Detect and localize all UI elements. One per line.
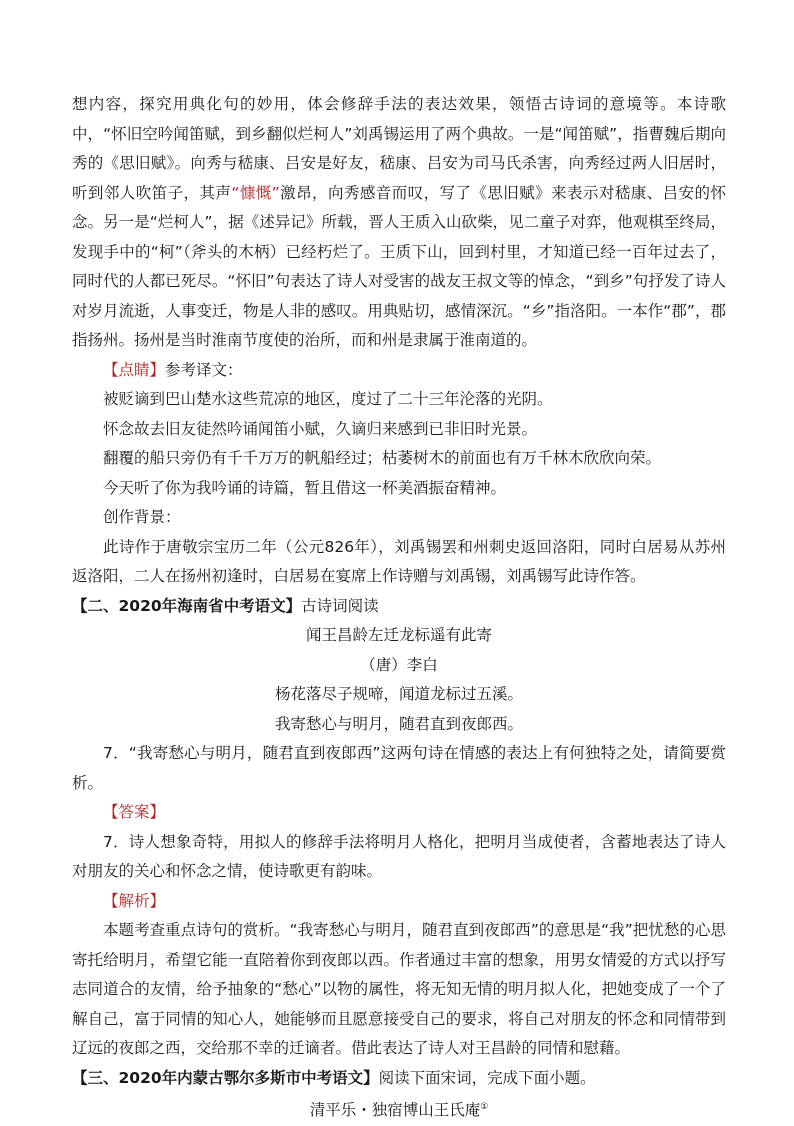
- footnote-mark: ①: [480, 1102, 489, 1112]
- section3-heading-bold: 【三、2020年内蒙古鄂尔多斯市中考语文】: [72, 1068, 379, 1087]
- dianjing-heading: [72, 356, 726, 386]
- section3-heading: [72, 1064, 726, 1094]
- dianjing-text: 参考译文：: [165, 360, 243, 379]
- answer-text: 7．诗人想象奇特，用拟人的修辞手法将明月人格化，把明月当成使者，含蓄地表达了诗人对朋友的关心和怀念之情，使诗歌更有韵味。: [72, 832, 726, 880]
- background-title: 创作背景：: [103, 508, 181, 526]
- analysis-text: 本题考查重点诗句的赏析。“我寄愁心与明月，随君直到夜郎西”的意思是“我”把忧愁的心思寄托给明月，希望它能一直陪着你到夜郎以西。作者通过丰富的想象，用男女情爱的方式以抒写志同道合的友情，给予抽象的“愁心”以物的属性，将无知无情的明月拟人化，把她变成了一个了解自己，富于同情的知心人，她能够而且愿意接受自己的要求，将自己对朋友的怀念和同情带到辽远的夜郎之西，交给那不幸的迁谪者。借此表达了诗人对王昌龄的同情和慰藉。: [72, 921, 726, 1057]
- intro-paragraph: [72, 90, 726, 356]
- translation-line: 被贬谪到巴山楚水这些荒凉的地区，度过了二十三年沦落的光阴。: [103, 390, 553, 408]
- translation-line: 翻覆的船只旁仍有千千万万的帆船经过；枯萎树木的前面也有万千林木欣欣向荣。: [103, 449, 662, 467]
- document-page: [72, 0, 726, 1126]
- section3-poem-title: [72, 1093, 726, 1126]
- section3-heading-rest: 阅读下面宋词，完成下面小题。: [378, 1068, 596, 1087]
- background-text: 此诗作于唐敬宗宝历二年（公元826年），刘禹锡罢和州刺史返回洛阳，同时白居易从苏州返洛阳，二人在扬州初逢时，白居易在宴席上作诗赠与刘禹锡，刘禹锡写此诗作答。: [72, 537, 726, 585]
- answer-label: 【答案】: [103, 803, 166, 821]
- section2-heading-rest: 古诗词阅读: [301, 596, 379, 615]
- section3-poem-title-text: 清平乐・独宿博山王氏庵: [309, 1101, 481, 1120]
- intro-highlight: “慷慨”: [231, 183, 280, 202]
- section2-heading: [72, 592, 726, 622]
- translation-line: 今天听了你为我吟诵的诗篇，暂且借这一杯美酒振奋精神。: [103, 478, 507, 497]
- poem-line: 我寄愁心与明月，随君直到夜郎西。: [274, 714, 523, 733]
- dianjing-label: 【点睛】: [103, 360, 166, 379]
- question-7: 7．“我寄愁心与明月，随君直到夜郎西”这两句诗在情感的表达上有何独特之处，请简要赏析。: [72, 744, 726, 792]
- poem-author: （唐）李白: [360, 655, 438, 674]
- intro-text-2: 激昂，向秀感音而叹，写了《思旧赋》来表示对嵇康、吕安的怀念。另一是“烂柯人”，据《述异记》所载，晋人王质入山砍柴，见二童子对弈，他观棋至终局，发现手中的“柯”（斧头的木柄）已经朽烂了。王质下山，回到村里，才知道已经一百年过去了，同时代的人都已死尽。“怀旧”句表达了诗人对受害的战友王叔文等的悼念，“到乡”句抒发了诗人对岁月流逝，人事变迁，物是人非的感叹。用典贴切，感情深沉。“乡”指洛阳。一本作“郡”，郡指扬州。扬州是当时淮南节度使的治所，而和州是隶属于淮南道的。: [72, 183, 726, 349]
- analysis-label: 【解析】: [103, 891, 166, 910]
- poem-line: 杨花落尽子规啼，闻道龙标过五溪。: [274, 685, 523, 703]
- translation-line: 怀念故去旧友徒然吟诵闻笛小赋，久谪归来感到已非旧时光景。: [103, 419, 538, 438]
- section2-heading-bold: 【二、2020年海南省中考语文】: [72, 596, 302, 615]
- poem-title: 闻王昌龄左迁龙标遥有此寄: [305, 626, 492, 644]
- intro-text-1: 想内容，探究用典化句的妙用，体会修辞手法的表达效果，领悟古诗词的意境等。本诗歌中，“怀旧空吟闻笛赋，到乡翻似烂柯人”刘禹锡运用了两个典故。一是“闻笛赋”，指曹魏后期向秀的《思旧赋》。向秀与嵇康、吕安是好友，嵇康、吕安为司马氏杀害，向秀经过两人旧居时，听到邻人吹笛子，其声: [72, 95, 726, 202]
